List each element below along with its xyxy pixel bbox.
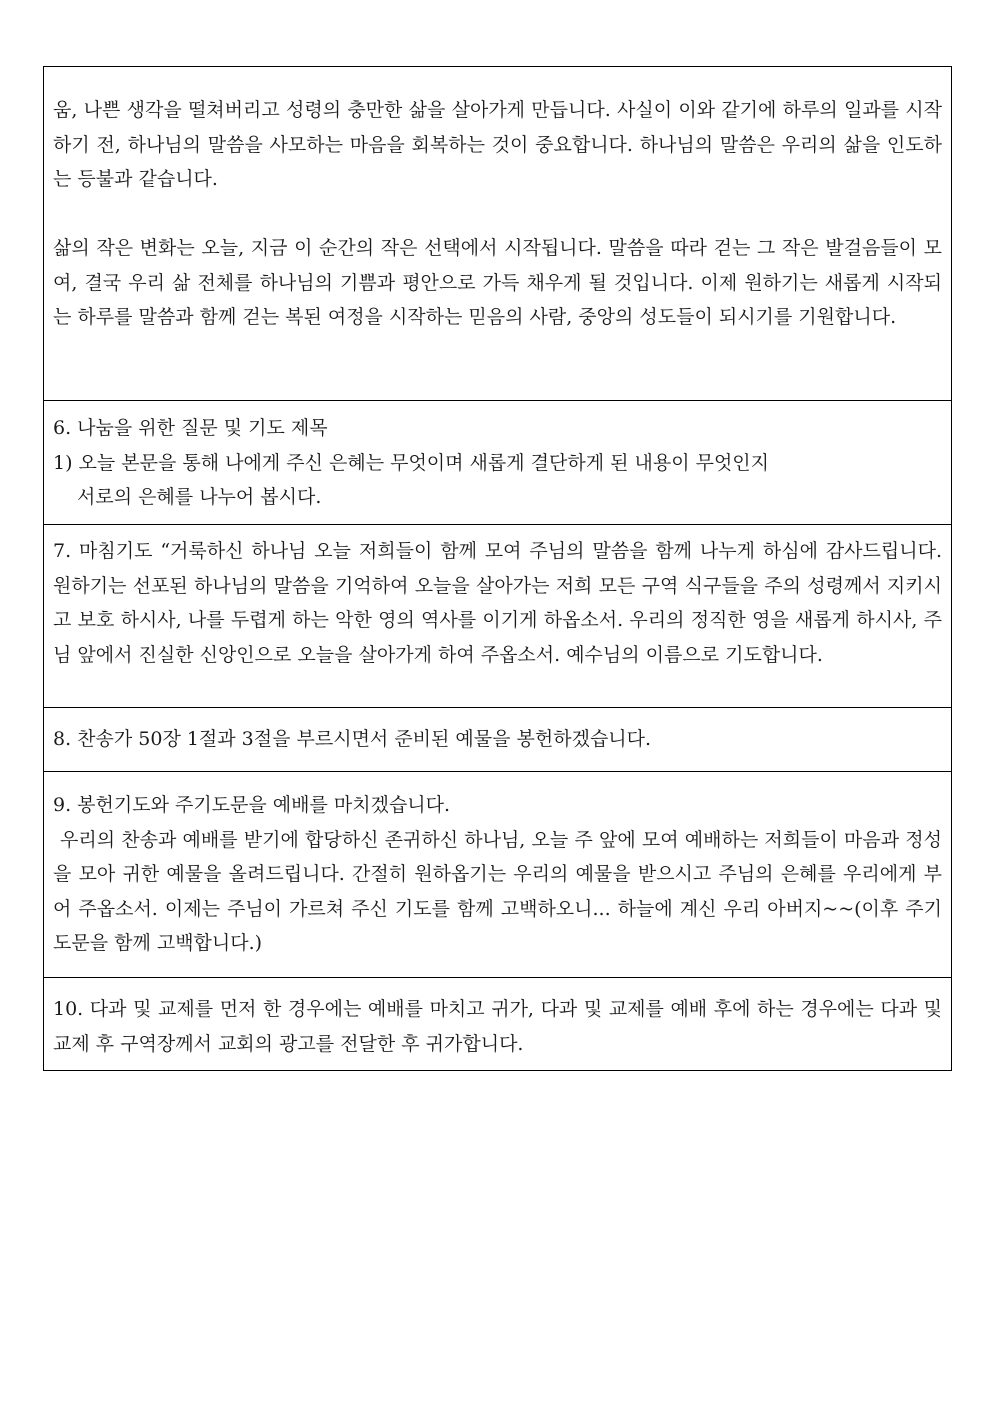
offering-prayer-body: 우리의 찬송과 예배를 받기에 합당하신 존귀하신 하나님, 오늘 주 앞에 모여 예배하는 저희들이 마음과 정성을 모아 귀한 예물을 올려드립니다. 간절히 원하옵기는 우리의 예물을 받으시고 주님의 은혜를 우리에게 부어 주옵소서. 이제는 주님이 가르쳐 주신 기도를 함께 고백하오니... 하늘에 계신 우리 아버지~~(이후 주기도문을 함께 고백합니다.) bbox=[53, 828, 942, 954]
sharing-heading: 6. 나눔을 위한 질문 및 기도 제목 bbox=[53, 417, 328, 439]
dismissal-text: 10. 다과 및 교제를 먼저 한 경우에는 예배를 마치고 귀가, 다과 및 교제를 예배 후에 하는 경우에는 다과 및 교제 후 구역장께서 교회의 광고를 전달한 후 귀가합니다. bbox=[53, 998, 942, 1055]
sharing-question-line-1: 1) 오늘 본문을 통해 나에게 주신 은혜는 무엇이며 새롭게 결단하게 된 내용이 무엇인지 bbox=[53, 451, 770, 474]
offering-prayer-cell bbox=[44, 771, 951, 977]
paragraph-gap bbox=[53, 197, 942, 232]
dismissal-cell bbox=[44, 977, 951, 1070]
closing-prayer-cell bbox=[44, 524, 951, 707]
sharing-questions-cell bbox=[44, 400, 951, 524]
offering-prayer-text bbox=[53, 823, 942, 961]
hymn-cell bbox=[44, 707, 951, 771]
message-paragraph-2: 삶의 작은 변화는 오늘, 지금 이 순간의 작은 선택에서 시작됩니다. 말씀을 따라 걷는 그 작은 발걸음들이 모여, 결국 우리 삶 전체를 하나님의 기쁨과 평안으로 가득 채우게 될 것입니다. 이제 원하기는 새롭게 시작되는 하루를 말씀과 함께 걷는 복된 여정을 시작하는 믿음의 사람, 중앙의 성도들이 되시기를 기원합니다. bbox=[53, 237, 942, 328]
closing-prayer-text: 7. 마침기도 “거룩하신 하나님 오늘 저희들이 함께 모여 주님의 말씀을 함께 나누게 하심에 감사드립니다. 원하기는 선포된 하나님의 말씀을 기억하여 오늘을 살아가는 저희 모든 구역 식구들을 주의 성령께서 지키시고 보호 하시사, 나를 두렵게 하는 악한 영의 역사를 이기게 하옵소서. 우리의 정직한 영을 새롭게 하시사, 주님 앞에서 진실한 신앙인으로 오늘을 살아가게 하여 주옵소서. 예수님의 이름으로 기도합니다. bbox=[53, 540, 942, 666]
closing-message-cell bbox=[44, 67, 951, 400]
sharing-question-line-2: 서로의 은혜를 나누어 봅시다. bbox=[77, 486, 322, 508]
offering-heading: 9. 봉헌기도와 주기도문을 예배를 마치겠습니다. bbox=[53, 794, 451, 816]
message-paragraph-1: 움, 나쁜 생각을 떨쳐버리고 성령의 충만한 삶을 살아가게 만듭니다. 사실이 이와 같기에 하루의 일과를 시작하기 전, 하나님의 말씀을 사모하는 마음을 회복하는 것이 중요합니다. 하나님의 말씀은 우리의 삶을 인도하는 등불과 같습니다. bbox=[53, 99, 942, 190]
hymn-text: 8. 찬송가 50장 1절과 3절을 부르시면서 준비된 예물을 봉헌하겠습니다. bbox=[53, 728, 652, 750]
worship-order-table bbox=[43, 66, 952, 1071]
